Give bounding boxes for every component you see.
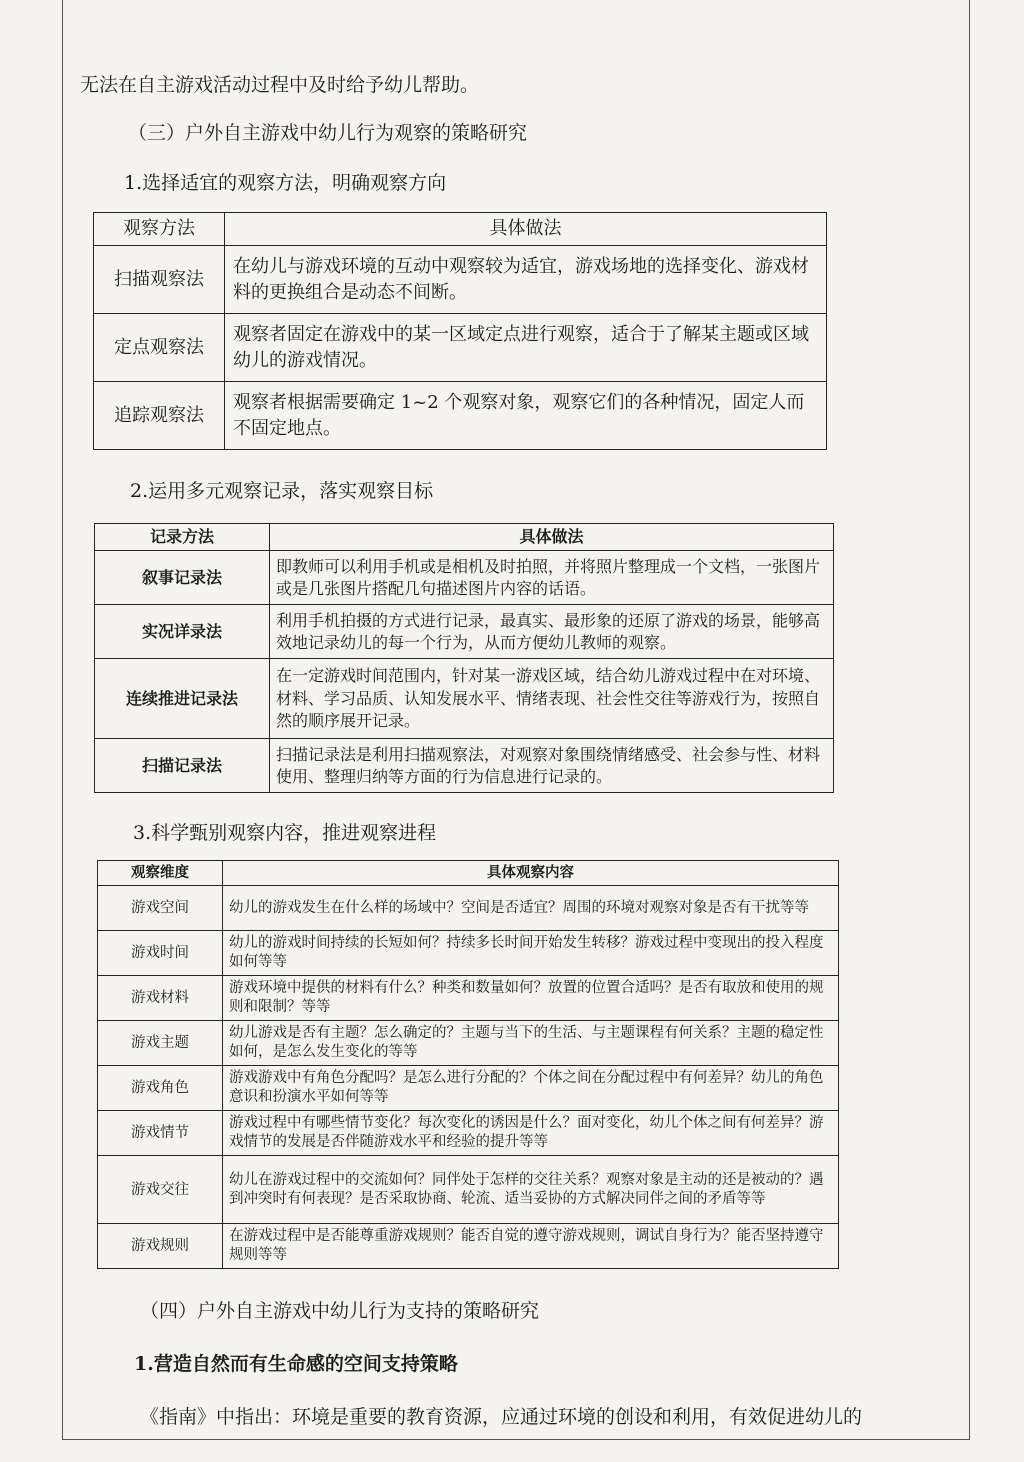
section4-heading: （四）户外自主游戏中幼儿行为支持的策略研究 xyxy=(140,1300,540,1322)
content-cell: 幼儿的游戏时间持续的长短如何？持续多长时间开始发生转移？游戏过程中变现出的投入程度如何等等 xyxy=(223,931,839,976)
section3-heading: （三）户外自主游戏中幼儿行为观察的策略研究 xyxy=(128,122,528,144)
content-cell: 游戏游戏中有角色分配吗？是怎么进行分配的？个体之间在分配过程中有何差异？幼儿的角色意识和扮演水平如何等等 xyxy=(223,1066,839,1111)
table-row xyxy=(95,739,834,793)
header-cell: 观察方法 xyxy=(94,213,225,246)
table-row xyxy=(98,1224,839,1269)
table-header-row xyxy=(95,524,834,551)
observation-content-table xyxy=(97,860,839,1269)
table-row xyxy=(98,931,839,976)
content-cell: 幼儿游戏是否有主题？怎么确定的？主题与当下的生活、与主题课程有何关系？主题的稳定性如何，是怎么发生变化的等等 xyxy=(223,1021,839,1066)
table-row xyxy=(94,382,827,450)
observation-methods-table xyxy=(93,212,827,450)
table-row xyxy=(98,1021,839,1066)
content-cell: 幼儿的游戏发生在什么样的场域中？空间是否适宜？周围的环境对观察对象是否有干扰等等 xyxy=(223,886,839,931)
content-cell: 在游戏过程中是否能尊重游戏规则？能否自觉的遵守游戏规则，调试自身行为？能否坚持遵守规则等等 xyxy=(223,1224,839,1269)
dimension-cell: 游戏时间 xyxy=(98,931,223,976)
dimension-cell: 游戏材料 xyxy=(98,976,223,1021)
content-cell: 幼儿在游戏过程中的交流如何？同伴处于怎样的交往关系？观察对象是主动的还是被动的？遇到冲突时有何表现？是否采取协商、轮流、适当妥协的方式解决同伴之间的矛盾等等 xyxy=(223,1156,839,1224)
sub1-heading: 1.选择适宜的观察方法，明确观察方向 xyxy=(124,172,447,194)
content-cell: 即教师可以利用手机或是相机及时拍照，并将照片整理成一个文档，一张图片或是几张图片搭配几句描述图片内容的话语。 xyxy=(270,551,834,605)
table-header-row xyxy=(98,861,839,886)
dimension-cell: 游戏角色 xyxy=(98,1066,223,1111)
dimension-cell: 游戏情节 xyxy=(98,1111,223,1156)
method-cell: 实况详录法 xyxy=(95,605,270,659)
method-cell: 叙事记录法 xyxy=(95,551,270,605)
header-cell: 具体观察内容 xyxy=(223,861,839,886)
sub3-heading: 3.科学甄别观察内容，推进观察进程 xyxy=(133,822,437,844)
intro-text: 无法在自主游戏活动过程中及时给予幼儿帮助。 xyxy=(80,74,480,96)
table-row xyxy=(94,314,827,382)
content-cell: 利用手机拍摄的方式进行记录，最真实、最形象的还原了游戏的场景，能够高效地记录幼儿的每一个行为，从而方便幼儿教师的观察。 xyxy=(270,605,834,659)
method-cell: 定点观察法 xyxy=(94,314,225,382)
sub2-heading: 2.运用多元观察记录，落实观察目标 xyxy=(130,480,434,502)
content-cell: 观察者固定在游戏中的某一区域定点进行观察，适合于了解某主题或区域幼儿的游戏情况。 xyxy=(225,314,827,382)
content-cell: 观察者根据需要确定 1~2 个观察对象，观察它们的各种情况，固定人而不固定地点。 xyxy=(225,382,827,450)
table-row xyxy=(98,976,839,1021)
header-cell: 记录方法 xyxy=(95,524,270,551)
method-cell: 连续推进记录法 xyxy=(95,659,270,739)
content-cell: 游戏环境中提供的材料有什么？种类和数量如何？放置的位置合适吗？是否有取放和使用的规则和限制？等等 xyxy=(223,976,839,1021)
header-cell: 具体做法 xyxy=(270,524,834,551)
table-row xyxy=(94,246,827,314)
dimension-cell: 游戏交往 xyxy=(98,1156,223,1224)
table-row xyxy=(98,1066,839,1111)
table-row xyxy=(98,886,839,931)
dimension-cell: 游戏规则 xyxy=(98,1224,223,1269)
table-row xyxy=(98,1156,839,1224)
content-cell: 在幼儿与游戏环境的互动中观察较为适宜，游戏场地的选择变化、游戏材料的更换组合是动态不间断。 xyxy=(225,246,827,314)
table-row xyxy=(95,551,834,605)
content-cell: 在一定游戏时间范围内，针对某一游戏区域，结合幼儿游戏过程中在对环境、材料、学习品质、认知发展水平、情绪表现、社会性交往等游戏行为，按照自然的顺序展开记录。 xyxy=(270,659,834,739)
header-cell: 具体做法 xyxy=(225,213,827,246)
sub4-heading: 1.营造自然而有生命感的空间支持策略 xyxy=(134,1353,458,1375)
content-cell: 游戏过程中有哪些情节变化？每次变化的诱因是什么？面对变化，幼儿个体之间有何差异？游戏情节的发展是否伴随游戏水平和经验的提升等等 xyxy=(223,1111,839,1156)
table-row xyxy=(95,659,834,739)
method-cell: 扫描观察法 xyxy=(94,246,225,314)
dimension-cell: 游戏主题 xyxy=(98,1021,223,1066)
recording-methods-table xyxy=(94,523,834,793)
final-paragraph-line: 《指南》中指出：环境是重要的教育资源，应通过环境的创设和利用，有效促进幼儿的 xyxy=(140,1406,863,1428)
table-row xyxy=(95,605,834,659)
table-header-row xyxy=(94,213,827,246)
method-cell: 追踪观察法 xyxy=(94,382,225,450)
table-row xyxy=(98,1111,839,1156)
header-cell: 观察维度 xyxy=(98,861,223,886)
dimension-cell: 游戏空间 xyxy=(98,886,223,931)
content-cell: 扫描记录法是利用扫描观察法，对观察对象围绕情绪感受、社会参与性、材料使用、整理归纳等方面的行为信息进行记录的。 xyxy=(270,739,834,793)
method-cell: 扫描记录法 xyxy=(95,739,270,793)
